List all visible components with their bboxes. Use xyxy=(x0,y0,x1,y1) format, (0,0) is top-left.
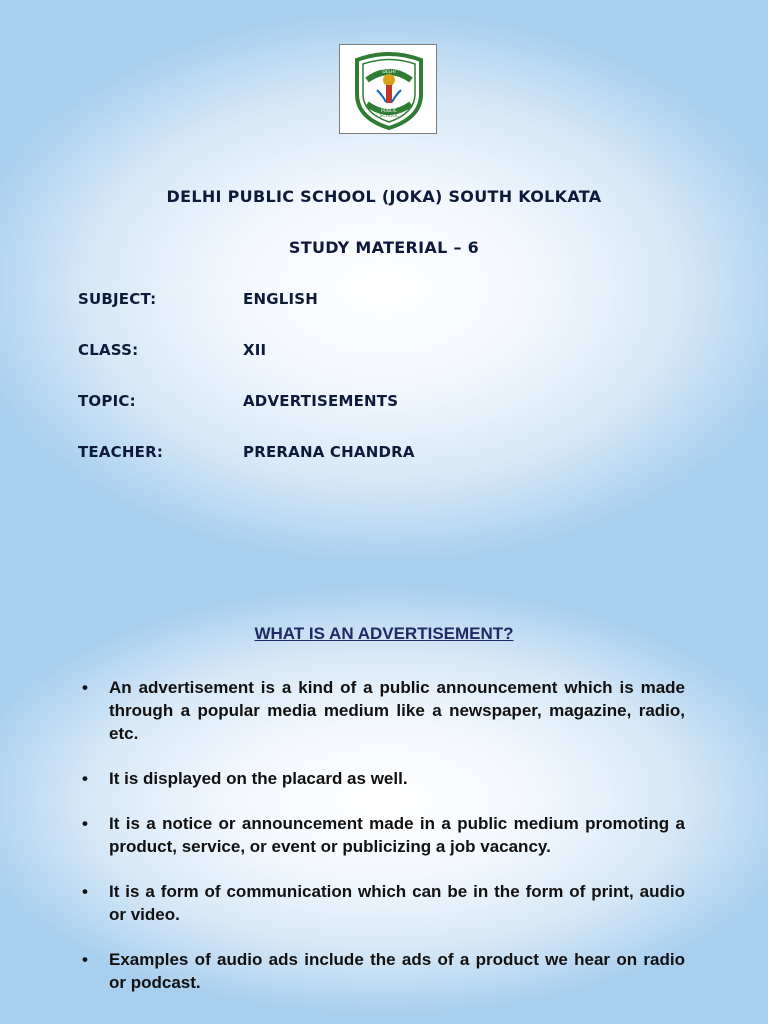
bullet-text: Examples of audio ads include the ads of a product we hear on radio or podcast. xyxy=(109,950,685,992)
bullet-icon: • xyxy=(82,882,88,901)
subject-label: SUBJECT: xyxy=(78,290,157,308)
logo-text-middle: PUBLIC xyxy=(380,109,398,114)
list-item xyxy=(82,767,685,790)
bullet-text: An advertisement is a kind of a public announcement which is made through a popular media medium like a newspaper, magazine, radio, etc. xyxy=(109,678,685,743)
bullet-icon: • xyxy=(82,814,88,833)
logo-text-bottom: SCHOOL xyxy=(379,114,399,119)
topic-value: ADVERTISEMENTS xyxy=(243,392,399,410)
topic-label: TOPIC: xyxy=(78,392,136,410)
bullet-text: It is displayed on the placard as well. xyxy=(109,769,408,788)
list-item xyxy=(82,948,685,994)
logo-text-top: DELHI xyxy=(382,70,396,75)
teacher-row xyxy=(78,443,678,465)
class-value: XII xyxy=(243,341,267,359)
topic-row xyxy=(78,392,678,414)
study-material-title: STUDY MATERIAL – 6 xyxy=(288,238,480,257)
bullet-list xyxy=(82,676,685,1016)
content-slide xyxy=(0,576,768,1024)
slide-heading: WHAT IS AN ADVERTISEMENT? xyxy=(254,624,514,643)
list-item xyxy=(82,880,685,926)
bullet-text: It is a notice or announcement made in a public medium promoting a product, service, or event or publicizing a job vacancy. xyxy=(109,814,685,856)
bullet-icon: • xyxy=(82,950,88,969)
bullet-icon: • xyxy=(82,678,88,697)
school-logo xyxy=(339,44,437,134)
subject-row xyxy=(78,290,678,312)
subject-value: ENGLISH xyxy=(243,290,319,308)
class-row xyxy=(78,341,678,363)
bullet-icon: • xyxy=(82,769,88,788)
school-name: DELHI PUBLIC SCHOOL (JOKA) SOUTH KOLKATA xyxy=(166,187,602,206)
list-item xyxy=(82,812,685,858)
bullet-text: It is a form of communication which can be in the form of print, audio or video. xyxy=(109,882,685,924)
class-label: CLASS: xyxy=(78,341,139,359)
list-item xyxy=(82,676,685,745)
school-crest-icon xyxy=(349,50,429,130)
teacher-value: PRERANA CHANDRA xyxy=(243,443,415,461)
teacher-label: TEACHER: xyxy=(78,443,164,461)
